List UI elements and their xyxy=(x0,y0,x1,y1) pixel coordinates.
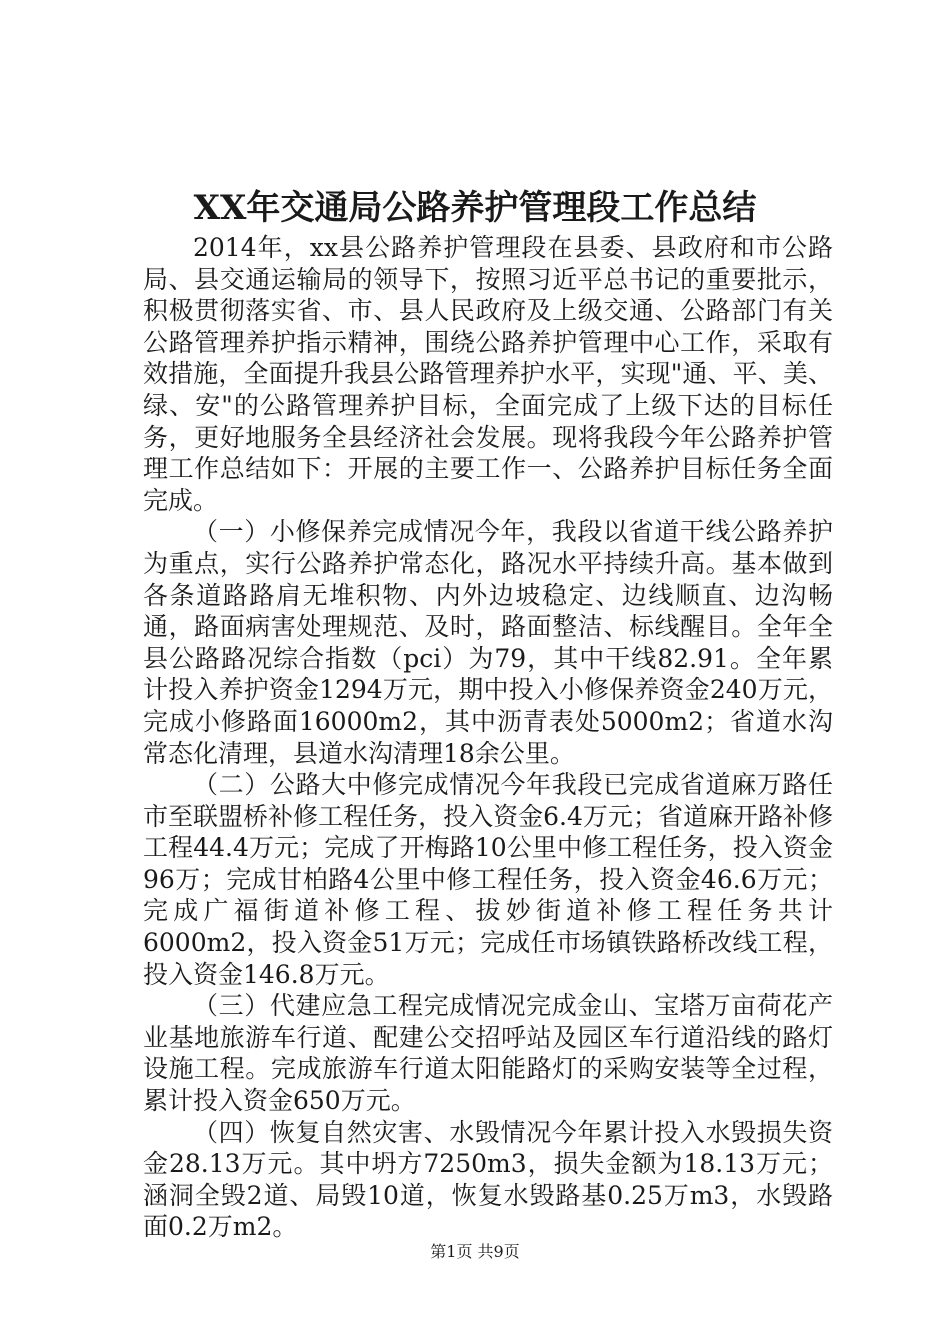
paragraph-section-2: （二）公路大中修完成情况今年我段已完成省道麻万路任市至联盟桥补修工程任务，投入资金6.4万元；省道麻开路补修工程44.4万元；完成了开梅路10公里中修工程任务，投入资金96万；完成甘柏路4公里中修工程任务，投入资金46.6万元；完成广福街道补修工程、拔妙街道补修工程任务共计6000m2，投入资金51万元；完成任市场镇铁路桥改线工程，投入资金146.8万元。 xyxy=(143,770,833,989)
paragraph-intro: 2014年，xx县公路养护管理段在县委、县政府和市公路局、县交通运输局的领导下，按照习近平总书记的重要批示，积极贯彻落实省、市、县人民政府及上级交通、公路部门有关公路管理养护指示精神，围绕公路养护管理中心工作，采取有效措施，全面提升我县公路管理养护水平，实现"通、平、美、绿、安"的公路管理养护目标，全面完成了上级下达的目标任务，更好地服务全县经济社会发展。现将我段今年公路养护管理工作总结如下：开展的主要工作一、公路养护目标任务全面完成。 xyxy=(143,233,833,515)
document-title: XX年交通局公路养护管理段工作总结 xyxy=(193,188,757,228)
paragraph-section-3: （三）代建应急工程完成情况完成金山、宝塔万亩荷花产业基地旅游车行道、配建公交招呼站及园区车行道沿线的路灯设施工程。完成旅游车行道太阳能路灯的采购安装等全过程，累计投入资金650万元。 xyxy=(143,991,833,1116)
paragraph-section-1: （一）小修保养完成情况今年，我段以省道干线公路养护为重点，实行公路养护常态化，路况水平持续升高。基本做到各条道路路肩无堆积物、内外边坡稳定、边线顺直、边沟畅通，路面病害处理规范、及时，路面整洁、标线醒目。全年全县公路路况综合指数（pci）为79，其中干线82.91。全年累计投入养护资金1294万元，期中投入小修保养资金240万元，完成小修路面16000m2，其中沥青表处5000m2；省道水沟常态化清理，县道水沟清理18余公里。 xyxy=(143,517,833,768)
paragraph-section-4: （四）恢复自然灾害、水毁情况今年累计投入水毁损失资金28.13万元。其中坍方7250m3，损失金额为18.13万元；涵洞全毁2道、局毁10道，恢复水毁路基0.25万m3，水毁路面0.2万m2。 xyxy=(143,1117,833,1242)
document-body xyxy=(143,232,833,1243)
page-number-footer: 第1页 共9页 xyxy=(430,1242,520,1261)
